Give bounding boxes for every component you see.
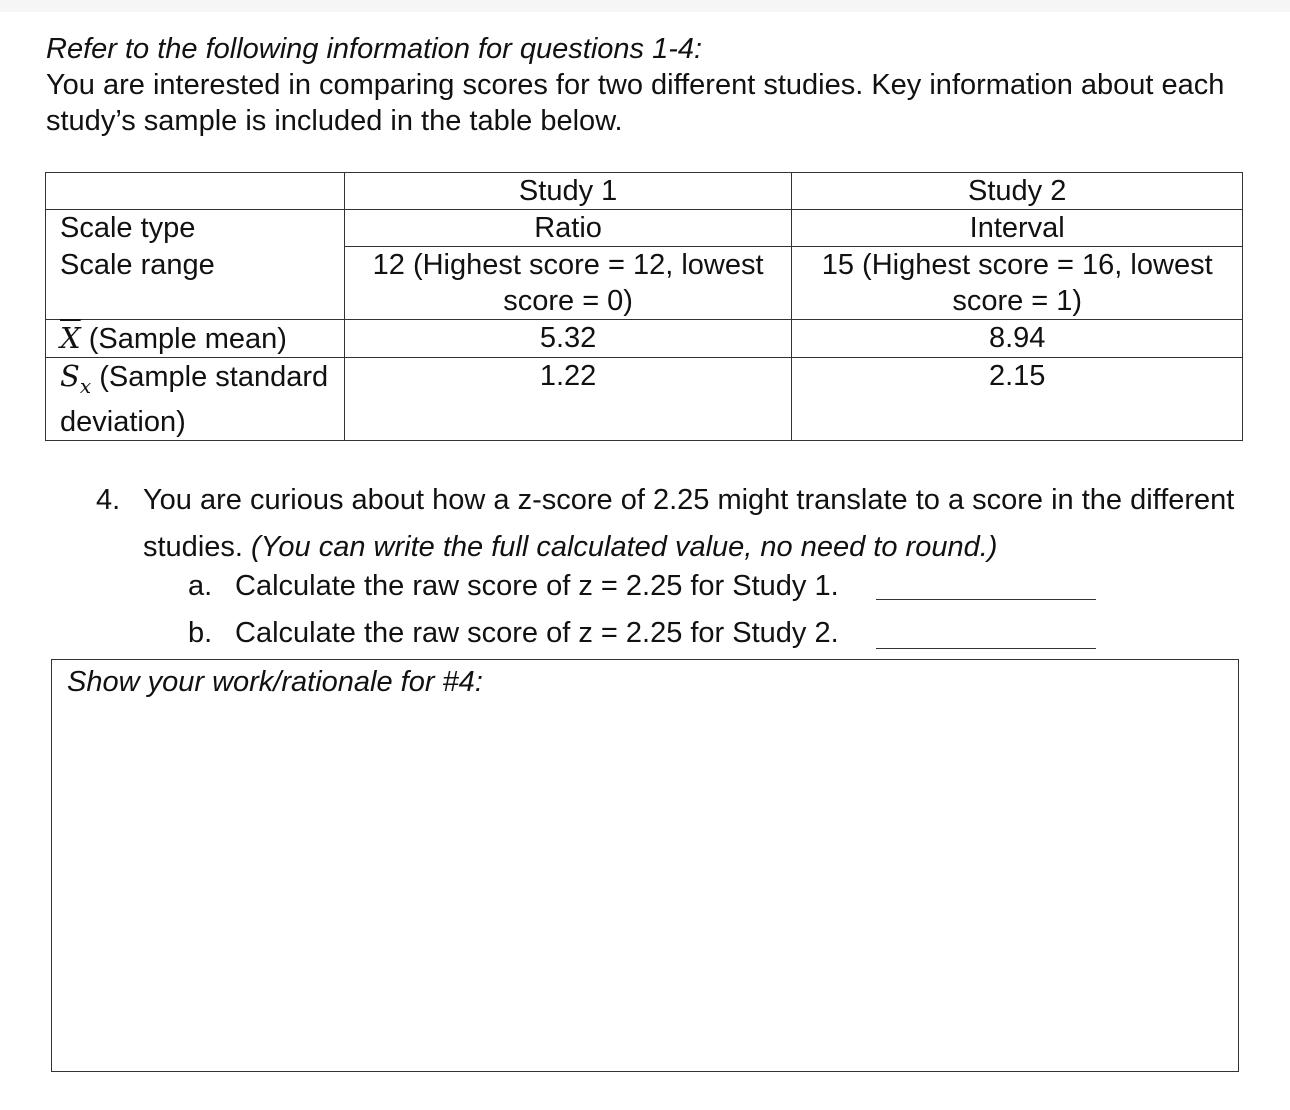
scale-type-study-1: Ratio — [344, 210, 792, 247]
mean-study-1: 5.32 — [344, 320, 792, 358]
question-part-a — [188, 568, 839, 604]
scale-range-study-2: 15 (Highest score = 16, lowest score = 1) — [792, 247, 1243, 320]
study-info-table — [45, 172, 1243, 441]
part-b-letter: b. — [188, 617, 213, 649]
question-part-b — [188, 615, 839, 651]
scale-type-label: Scale type — [46, 210, 345, 247]
header-empty-cell — [46, 173, 345, 210]
part-a-text: Calculate the raw score of z = 2.25 for Study 1. — [235, 570, 839, 602]
scale-range-study-1: 12 (Highest score = 12, lowest score = 0) — [344, 247, 792, 320]
intro-lead: Refer to the following information for questions 1-4: — [46, 33, 703, 65]
sd-subscript: x — [79, 373, 92, 398]
answer-blank-b[interactable] — [876, 648, 1096, 649]
part-a-letter: a. — [188, 570, 213, 602]
sd-study-2: 2.15 — [792, 358, 1243, 441]
sd-label-cell — [46, 358, 345, 441]
header-study-2: Study 2 — [792, 173, 1243, 210]
question-4 — [96, 477, 1256, 571]
mean-label-cell — [46, 320, 345, 358]
question-note: (You can write the full calculated value, no need to round.) — [251, 531, 998, 563]
question-text-block — [143, 477, 1256, 571]
intro-text — [46, 31, 1256, 139]
answer-blank-a[interactable] — [876, 599, 1096, 600]
table-row-scale-range — [46, 247, 1243, 320]
scale-type-study-2: Interval — [792, 210, 1243, 247]
mean-symbol: $\overline{X}$ — [60, 321, 81, 355]
table-header-row — [46, 173, 1243, 210]
question-number: 4. — [96, 484, 121, 516]
header-study-1: Study 1 — [344, 173, 792, 210]
sd-study-1: 1.22 — [344, 358, 792, 441]
mean-study-2: 8.94 — [792, 320, 1243, 358]
table-row-scale-type — [46, 210, 1243, 247]
work-box-label: Show your work/rationale for #4: — [67, 666, 483, 698]
sd-label: (Sample standard deviation) — [60, 361, 329, 438]
table-row-mean — [46, 320, 1243, 358]
mean-label: (Sample mean) — [88, 323, 287, 355]
scale-range-label: Scale range — [46, 247, 345, 320]
top-bar — [0, 0, 1290, 12]
sd-symbol: S — [60, 359, 80, 393]
question-text: You are curious about how a z-score of 2.25 might translate to a score in the different studies. — [143, 484, 1235, 563]
part-b-text: Calculate the raw score of z = 2.25 for Study 2. — [235, 617, 839, 649]
table-row-sd — [46, 358, 1243, 441]
intro-body: You are interested in comparing scores for two different studies. Key information about each study’s sample is included in the table below. — [46, 69, 1225, 137]
work-box[interactable] — [51, 659, 1239, 1072]
